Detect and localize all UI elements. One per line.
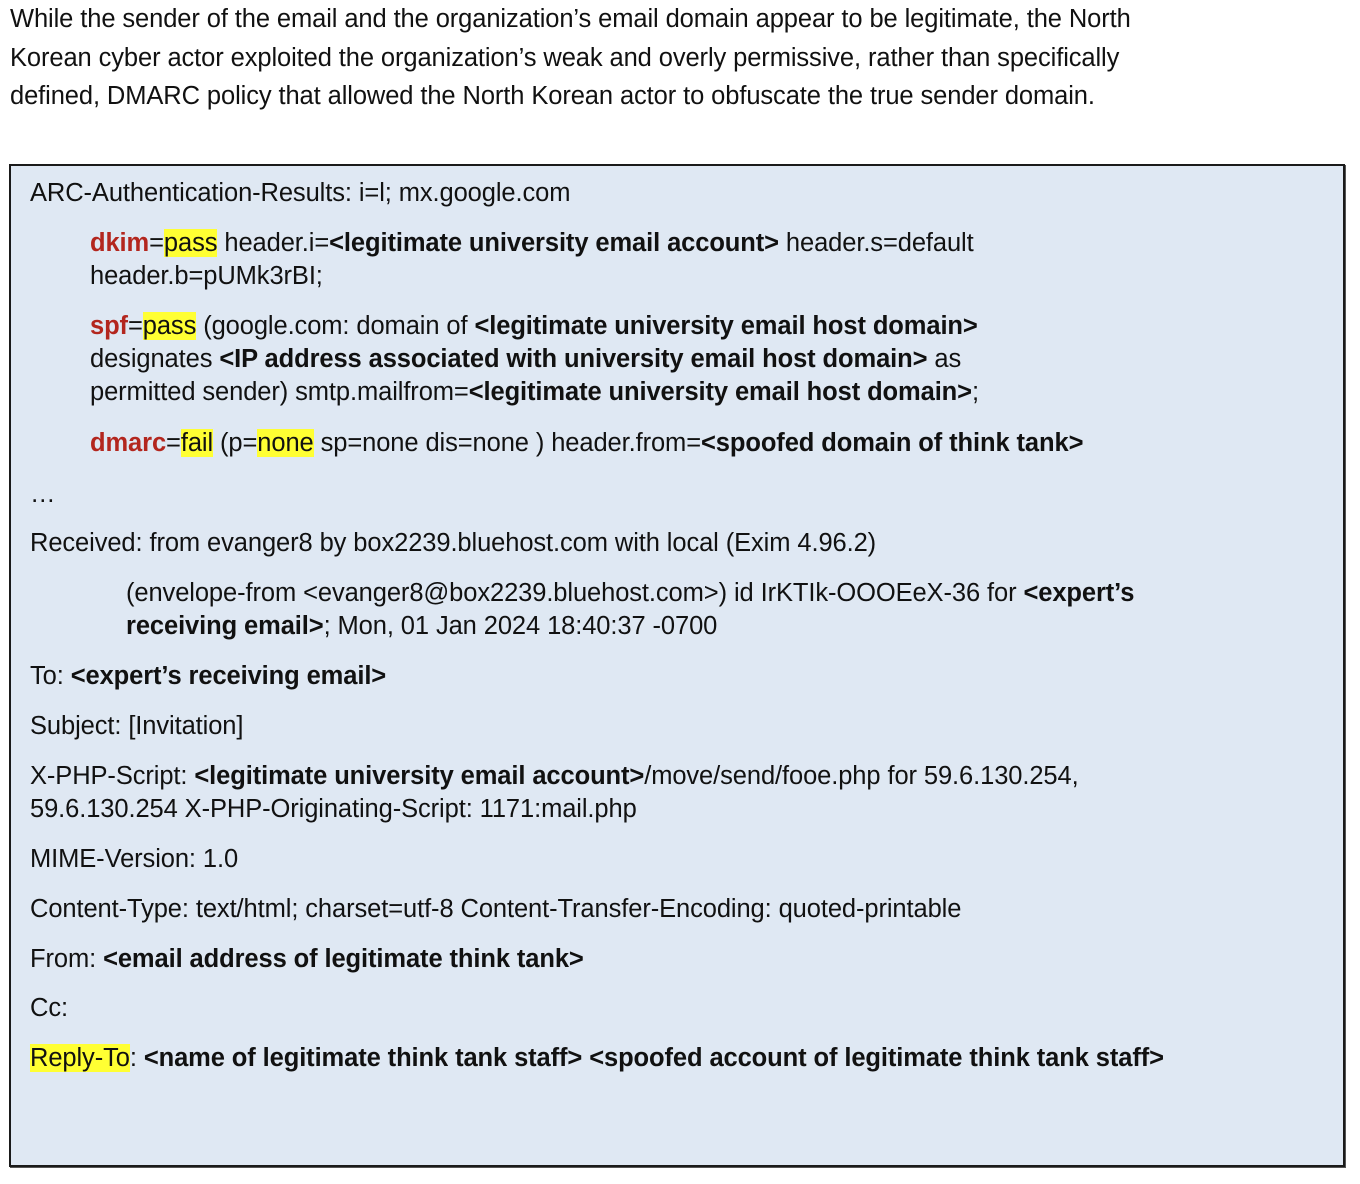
arc-results-line: ARC-Authentication-Results: i=l; mx.google.com	[30, 179, 571, 207]
intro-paragraph	[10, 0, 1350, 116]
spf-key: spf	[90, 312, 128, 340]
equals: =	[149, 229, 164, 257]
dmarc-key: dmarc	[90, 429, 167, 457]
dkim-result: pass	[163, 229, 218, 257]
text: header.s=default	[778, 229, 974, 257]
redacted-value: <legitimate university email account>	[329, 229, 779, 257]
dmarc-result: fail	[180, 429, 214, 457]
x-php-script-line-2: 59.6.130.254 X-PHP-Originating-Script: 1171:mail.php	[30, 795, 637, 823]
equals: =	[166, 429, 181, 457]
redacted-value: <expert’s receiving email>	[70, 662, 387, 690]
to-line	[30, 660, 386, 693]
equals: =	[127, 312, 143, 340]
spf-line-3	[90, 376, 979, 409]
redacted-value: <IP address associated with university email host domain>	[219, 345, 928, 373]
dkim-line-2: header.b=pUMk3rBI;	[90, 262, 323, 290]
mime-version-line: MIME-Version: 1.0	[30, 845, 239, 873]
redacted-value: <email address of legitimate think tank>	[103, 945, 584, 973]
text: permitted sender) smtp.mailfrom=	[90, 378, 469, 406]
text: as	[927, 345, 962, 373]
text: (envelope-from <evanger8@box2239.bluehost.com>) id IrKTIk-OOOEeX-36 for	[126, 579, 1024, 607]
spf-result: pass	[142, 312, 197, 340]
text: designates	[90, 345, 220, 373]
reply-to-line	[30, 1042, 1164, 1075]
dkim-line	[90, 227, 974, 260]
dmarc-line	[90, 427, 1083, 460]
dmarc-policy: none	[257, 429, 314, 457]
text: sp=none dis=none ) header.from=	[313, 429, 701, 457]
cc-line: Cc:	[30, 994, 68, 1022]
text: /move/send/fooe.php for 59.6.130.254,	[644, 762, 1079, 790]
spf-line	[90, 310, 978, 343]
label: X-PHP-Script:	[30, 762, 195, 790]
intro-line: Korean cyber actor exploited the organization’s weak and overly permissive, rather than specifically	[10, 43, 1120, 72]
text: ;	[971, 378, 979, 406]
text: (p=	[213, 429, 258, 457]
spf-line-2	[90, 343, 961, 376]
received-line-3	[126, 610, 717, 643]
dkim-key: dkim	[90, 229, 150, 257]
redacted-value: receiving email>	[126, 612, 324, 640]
from-line	[30, 943, 584, 976]
label: From:	[30, 945, 104, 973]
redacted-value: <legitimate university email account>	[194, 762, 645, 790]
text: header.i=	[217, 229, 330, 257]
received-line: Received: from evanger8 by box2239.bluehost.com with local (Exim 4.96.2)	[30, 529, 877, 557]
redacted-value: <spoofed domain of think tank>	[701, 429, 1084, 457]
subject-line: Subject: [Invitation]	[30, 712, 244, 740]
received-line-2	[126, 577, 1134, 610]
intro-line: defined, DMARC policy that allowed the North Korean actor to obfuscate the true sender domain.	[10, 82, 1095, 110]
label: To:	[30, 662, 71, 690]
email-header-box	[9, 164, 1345, 1167]
intro-line: While the sender of the email and the organization’s email domain appear to be legitimate, the North	[10, 5, 1131, 33]
redacted-value: <expert’s	[1023, 579, 1135, 607]
ellipsis: …	[30, 480, 56, 508]
x-php-script-line	[30, 760, 1079, 793]
text: (google.com: domain of	[196, 312, 475, 340]
text: :	[129, 1044, 144, 1072]
text: ; Mon, 01 Jan 2024 18:40:37 -0700	[323, 612, 718, 640]
reply-to-label: Reply-To	[30, 1044, 130, 1072]
redacted-value: <legitimate university email host domain>	[468, 378, 972, 406]
redacted-value: <name of legitimate think tank staff> <spoofed account of legitimate think tank staff>	[143, 1044, 1164, 1072]
content-type-line: Content-Type: text/html; charset=utf-8 Content-Transfer-Encoding: quoted-printable	[30, 895, 962, 923]
redacted-value: <legitimate university email host domain>	[474, 312, 978, 340]
